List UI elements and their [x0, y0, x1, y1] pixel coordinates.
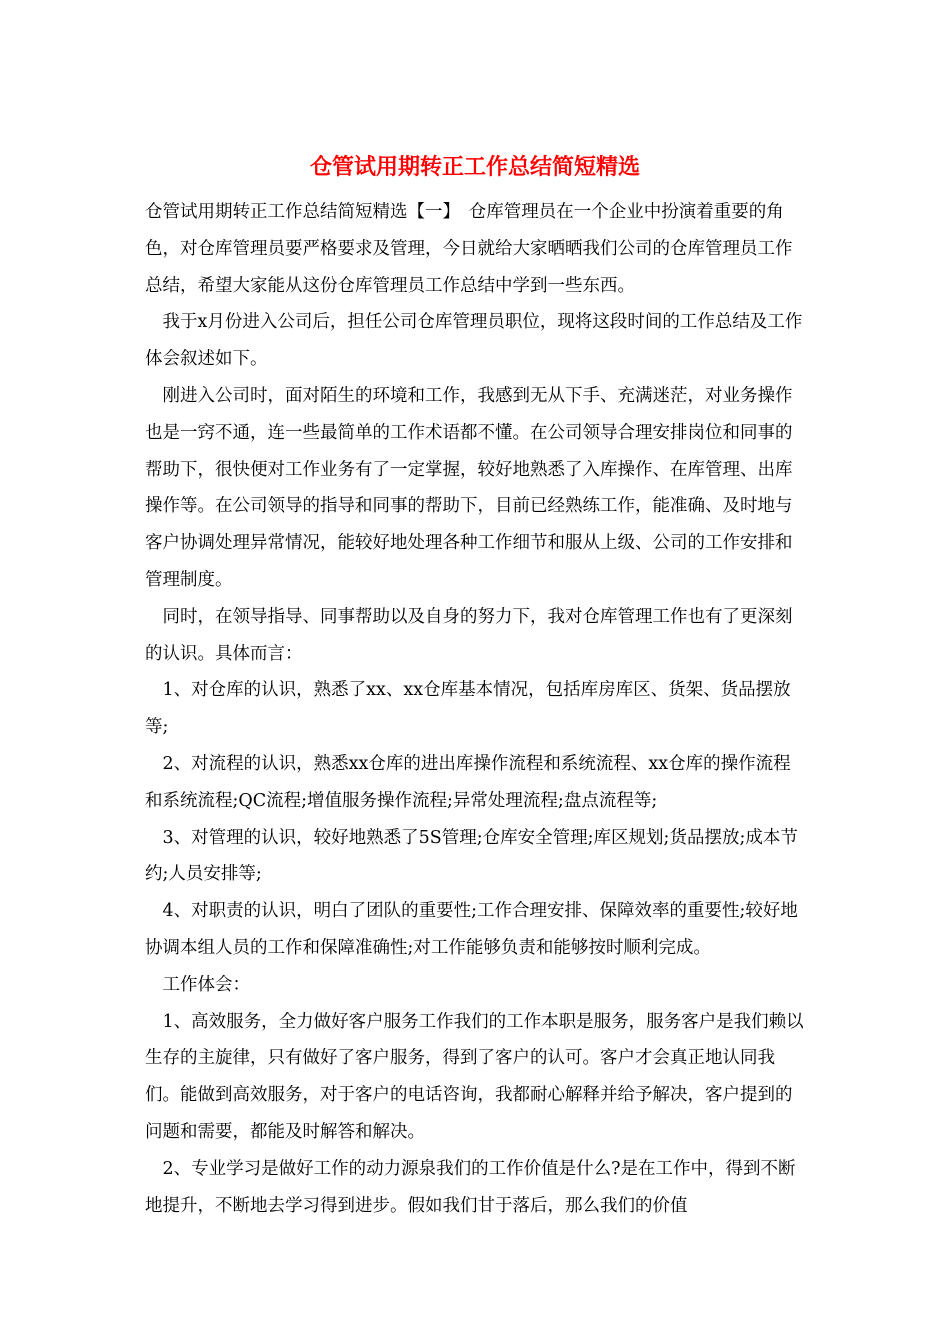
list-item-professional-learning: 2、专业学习是做好工作的动力源泉我们的工作价值是什么?是在工作中，得到不断地提升，不断地去学习得到进步。假如我们甘于落后，那么我们的价值 [145, 1158, 796, 1216]
list-item-process: 2、对流程的认识，熟悉xx仓库的进出库操作流程和系统流程、xx仓库的操作流程和系统流程;QC流程;增值服务操作流程;异常处理流程;盘点流程等; [145, 753, 791, 811]
paragraph-joining: 我于x月份进入公司后，担任公司仓库管理员职位，现将这段时间的工作总结及工作体会叙述如下。 [145, 312, 803, 370]
paragraph-understanding: 同时，在领导指导、同事帮助以及自身的努力下，我对仓库管理工作也有了更深刻的认识。具体而言： [145, 606, 793, 664]
list-item-warehouse: 1、对仓库的认识，熟悉了xx、xx仓库基本情况，包括库房库区、货架、货品摆放等; [145, 680, 791, 738]
list-item-management: 3、对管理的认识，较好地熟悉了5S管理;仓库安全管理;库区规划;货品摆放;成本节约;人员安排等; [145, 827, 798, 885]
document-body [145, 194, 805, 1224]
paragraph-intro: 仓管试用期转正工作总结简短精选【一】 仓库管理员在一个企业中扮演着重要的角色，对仓库管理员要严格要求及管理，今日就给大家晒晒我们公司的仓库管理员工作总结，希望大家能从这份仓库管理员工作总结中学到一些东西。 [145, 202, 793, 296]
list-item-efficient-service: 1、高效服务，全力做好客户服务工作我们的工作本职是服务，服务客户是我们赖以生存的主旋律，只有做好了客户服务，得到了客户的认可。客户才会真正地认同我们。能做到高效服务，对于客户的电话咨询，我都耐心解释并给予解决，客户提到的问题和需要，都能及时解答和解决。 [145, 1011, 804, 1142]
list-item-responsibility: 4、对职责的认识，明白了团队的重要性;工作合理安排、保障效率的重要性;较好地协调本组人员的工作和保障准确性;对工作能够负责和能够按时顺利完成。 [145, 901, 798, 958]
paragraph-initial-experience: 刚进入公司时，面对陌生的环境和工作，我感到无从下手、充满迷茫，对业务操作也是一窍不通，连一些最简单的工作术语都不懂。在公司领导合理安排岗位和同事的帮助下，很快便对工作业务有了一定掌握，较好地熟悉了入库操作、在库管理、出库操作等。在公司领导的指导和同事的帮助下，目前已经熟练工作，能准确、及时地与客户协调处理异常情况，能较好地处理各种工作细节和服从上级、公司的工作安排和管理制度。 [145, 385, 793, 590]
section-heading-work-experience: 工作体会： [162, 974, 250, 995]
document-title: 仓管试用期转正工作总结简短精选 [309, 154, 640, 180]
